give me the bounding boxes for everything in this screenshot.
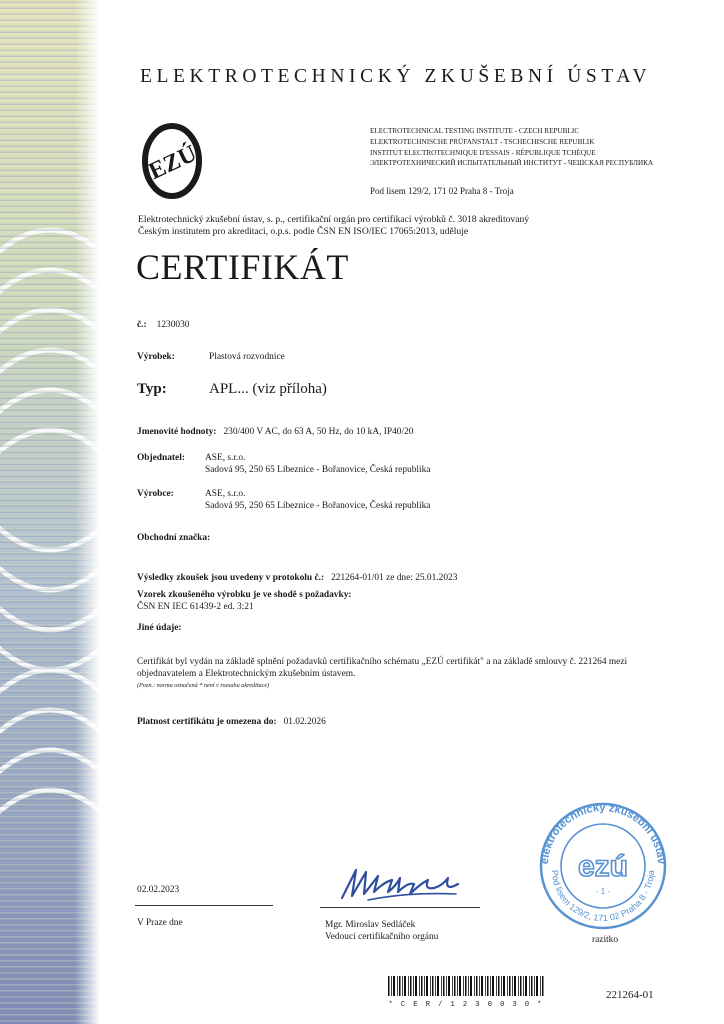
product-label: Výrobek: xyxy=(137,352,175,362)
document-title: CERTIFIKÁT xyxy=(136,247,349,287)
conformity-value: ČSN EN IEC 61439-2 ed. 3:21 xyxy=(137,601,254,612)
logo-text: EZÚ xyxy=(144,140,201,186)
test-results-value: 221264-01/01 ze dne: 25.01.2023 xyxy=(331,573,458,583)
date-line xyxy=(135,905,273,906)
barcode-bars xyxy=(388,976,544,996)
institute-address: Pod lisem 129/2, 171 02 Praha 8 - Troja xyxy=(370,186,514,196)
type-row xyxy=(137,380,327,398)
test-results-label: Výsledky zkoušek jsou uvedeny v protokolu č.: xyxy=(137,573,325,583)
ratings-row xyxy=(137,421,413,439)
ratings-value: 230/400 V AC, do 63 A, 50 Hz, do 10 kA, IP40/20 xyxy=(223,427,414,437)
issue-date: 02.02.2023 xyxy=(137,885,180,895)
decorative-border xyxy=(0,0,100,1024)
type-value: APL... (viz příloha) xyxy=(209,381,327,397)
institute-translations xyxy=(370,126,653,169)
stamp-label: razítko xyxy=(592,935,619,945)
institute-name: ELEKTROTECHNICKÝ ZKUŠEBNÍ ÚSTAV xyxy=(140,66,652,87)
manufacturer-label: Výrobce: xyxy=(137,489,174,499)
statement xyxy=(137,657,697,692)
institute-line: INSTITUT ELECTROTECHNIQUE D'ESSAIS - RÉPUBLIQUE TCHÈQUE xyxy=(370,148,596,157)
institute-line: ELECTROTECHNICAL TESTING INSTITUTE - CZECH REPUBLIC xyxy=(370,127,580,135)
manufacturer-address: Sadová 95, 250 65 Líbeznice - Bořanovice, Česká republika xyxy=(205,500,431,511)
conformity-row xyxy=(137,590,352,613)
stamp-outer-text: elektrotechnický zkušební ústav xyxy=(538,801,668,865)
type-label: Typ: xyxy=(137,381,167,397)
signatory-name: Mgr. Miroslav Sedláček xyxy=(325,920,416,930)
institute-line: ELEKTROTECHNISCHE PRÜFANSTALT - TSCHECHISCHE REPUBLIK xyxy=(370,137,595,146)
official-stamp xyxy=(528,800,678,937)
stamp-number: - 1 - xyxy=(595,887,611,896)
orderer-address: Sadová 95, 250 65 Líbeznice - Bořanovice, Česká republika xyxy=(205,464,431,475)
signatory xyxy=(325,920,438,943)
product-value: Plastová rozvodnice xyxy=(209,352,285,362)
ezu-logo xyxy=(140,120,204,207)
orderer-name: ASE, s.r.o. xyxy=(205,453,246,463)
trademark-label: Obchodní značka: xyxy=(137,533,211,543)
certificate-number-label: č.: xyxy=(137,320,147,330)
barcode-text: * C E R / 1 2 3 0 0 3 0 * xyxy=(388,1001,544,1009)
institute-line: ЭЛЕКТРОТЕХНИЧЕСКИЙ ИСПЫТАТЕЛЬНЫЙ ИНСТИТУТ - ЧЕШСКАЯ РЕСПУБЛИКА xyxy=(370,159,654,168)
place-label: V Praze dne xyxy=(137,918,183,928)
ratings-label: Jmenovité hodnoty: xyxy=(137,427,217,437)
manufacturer-row xyxy=(137,489,430,512)
validity-label: Platnost certifikátu je omezena do: xyxy=(137,717,277,727)
signatory-role: Vedoucí certifikačního orgánu xyxy=(325,931,439,942)
test-results-row xyxy=(137,567,457,585)
signature-line xyxy=(320,907,480,908)
orderer-row xyxy=(137,453,430,476)
accreditation-note: (Pozn.: norma označená * není v rozsahu akreditace) xyxy=(137,682,270,689)
intro-line: Českým institutem pro akreditaci, o.p.s. podle ČSN EN ISO/IEC 17065:2013, uděluje xyxy=(138,225,469,237)
document-number: 221264-01 xyxy=(606,989,654,1001)
validity-row xyxy=(137,711,326,729)
statement-line: Certifikát byl vydán na základě splnění požadavků certifikačního schématu „EZÚ certifikát" a na základě smlouvy č. 221264 mezi xyxy=(137,657,628,667)
orderer-label: Objednatel: xyxy=(137,453,185,463)
intro-line: Elektrotechnický zkušební ústav, s. p., certifikační orgán pro certifikaci výrobků č. 3018 akreditovaný xyxy=(138,214,530,225)
intro-text xyxy=(138,214,588,237)
stamp-center-text: ezú xyxy=(577,850,629,883)
certificate-number-row xyxy=(137,314,189,332)
statement-line: objednavatelem a Elektrotechnickým zkušebním ústavem. xyxy=(137,668,356,679)
signature xyxy=(338,862,468,913)
certificate-number: 1230030 xyxy=(156,320,190,330)
other-info-label: Jiné údaje: xyxy=(137,623,182,633)
conformity-label: Vzorek zkoušeného výrobku je ve shodě s požadavky: xyxy=(137,590,352,600)
validity-value: 01.02.2026 xyxy=(283,717,326,727)
product-row xyxy=(137,346,285,364)
manufacturer-name: ASE, s.r.o. xyxy=(205,489,246,499)
stamp-inner-text: Pod lisem 129/2, 171 02 Praha 8 - Troja xyxy=(549,869,657,924)
barcode xyxy=(388,976,544,1009)
